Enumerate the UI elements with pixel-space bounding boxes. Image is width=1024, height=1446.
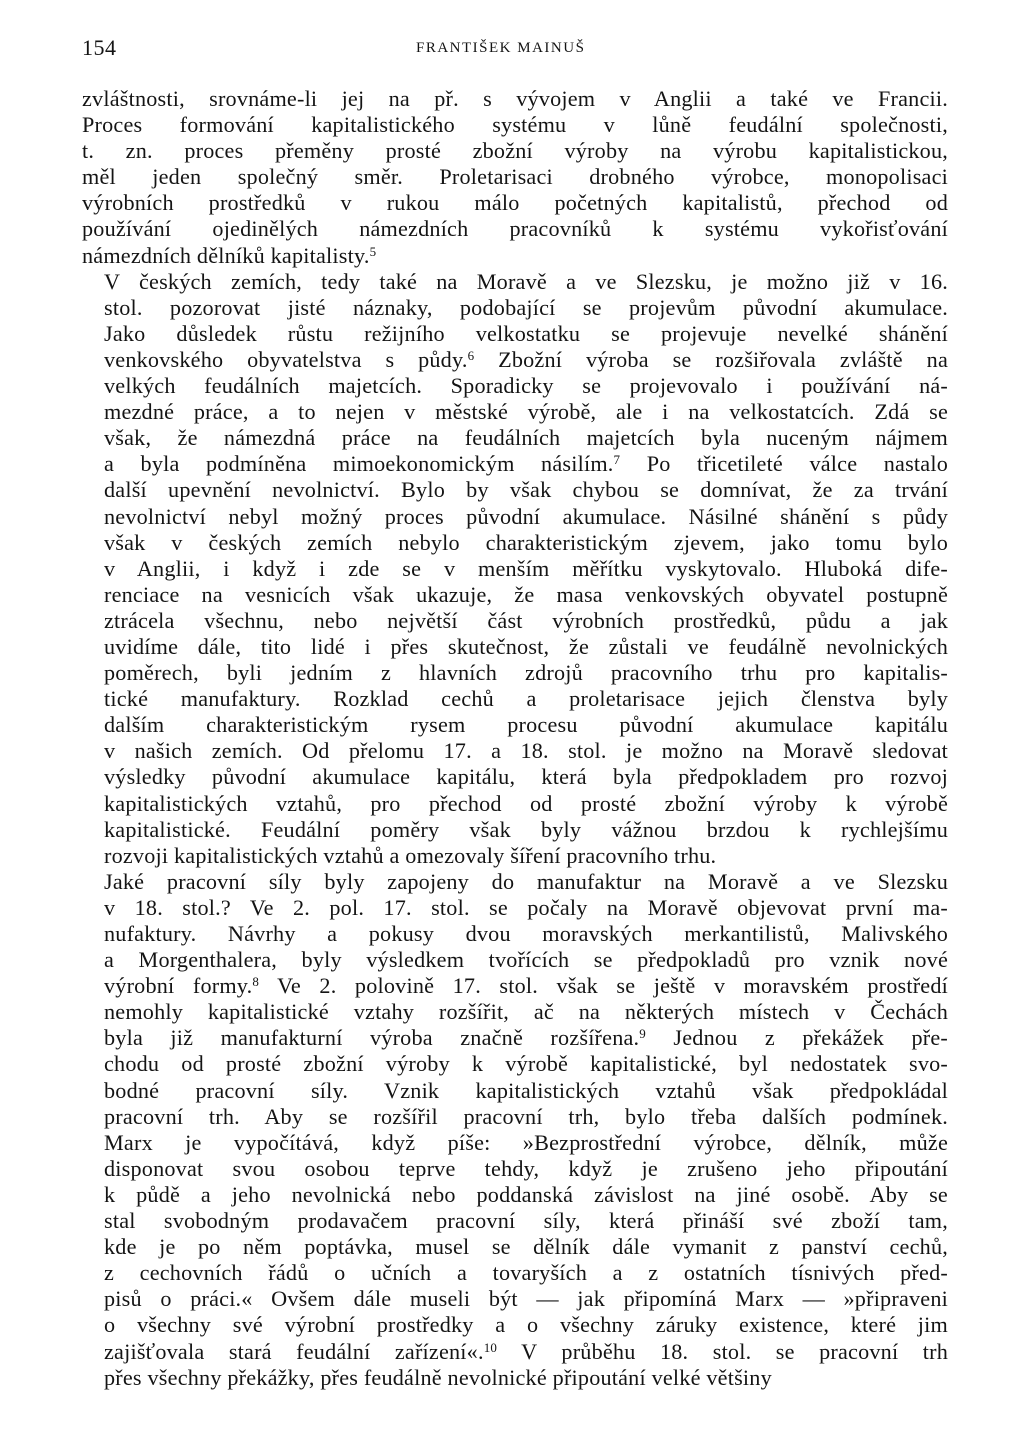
text-line: mezdné práce, a to nejen v městské výrobě, ale i na velkostatcích. Zdá se bbox=[104, 399, 948, 425]
text-line: venkovského obyvatelstva s půdy.$^6$ Zbožní výroba se rozšiřovala zvláště na bbox=[104, 346, 948, 372]
text-line: výrobní formy.$^8$ Ve 2. polovině 17. stol. však se ještě v moravském prostředí bbox=[104, 973, 948, 999]
footnote-ref: 9 bbox=[639, 1026, 646, 1042]
text-line: stol. pozorovat jisté náznaky, podobající se projevům původní akumulace. bbox=[104, 294, 948, 320]
text-line: kde je po něm poptávka, musel se dělník dále vymanit z panství cechů, bbox=[104, 1234, 948, 1260]
text-line: Jako důsledek růstu režijního velkostatku se projevuje nevelké shánění bbox=[104, 320, 948, 346]
text-line: velkých feudálních majetcích. Sporadicky se projevovalo i používání ná- bbox=[104, 373, 948, 399]
text-line: nevolnictví nebyl možný proces původní akumulace. Násilné shánění s půdy bbox=[104, 503, 948, 529]
text-line: Marx je vypočítává, když píše: »Bezprostřední výrobce, dělník, může bbox=[104, 1129, 948, 1155]
text-line: disponovat svou osobou teprve tehdy, když je zrušeno jeho připoutání bbox=[104, 1155, 948, 1181]
text-line: kapitalistických vztahů, pro přechod od prosté zbožní výroby k výrobě bbox=[104, 790, 948, 816]
text-line: pracovní trh. Aby se rozšířil pracovní trh, bylo třeba dalších podmínek. bbox=[104, 1103, 948, 1129]
footnote-ref: 5 bbox=[369, 243, 377, 259]
text-line: o všechny své výrobní prostředky a o všechny záruky existence, které jim bbox=[104, 1312, 948, 1338]
text-line: stal svobodným prodavačem pracovní síly, která přináší své zboží tam, bbox=[104, 1208, 948, 1234]
text-line: v 18. stol.? Ve 2. pol. 17. stol. se počaly na Moravě objevovat první ma- bbox=[104, 894, 948, 920]
text-line: výsledky původní akumulace kapitálu, která byla předpokladem pro rozvoj bbox=[104, 764, 948, 790]
text-line: a byla podmíněna mimoekonomickým násilím.$^7$ Po třicetileté válce nastalo bbox=[104, 451, 948, 477]
text-line: Jaké pracovní síly byly zapojeny do manufaktur na Moravě a ve Slezsku bbox=[104, 868, 948, 894]
text-line: nemohly kapitalistické vztahy rozšířit, ač na některých místech v Čechách bbox=[104, 999, 948, 1025]
text-line: chodu od prosté zbožní výroby k výrobě kapitalistické, byl nedostatek svo- bbox=[104, 1051, 948, 1077]
text-line: měl jeden společný směr. Proletarisaci drobného výrobce, monopolisaci bbox=[82, 164, 948, 190]
footnote-ref: 6 bbox=[467, 347, 475, 363]
paragraph bbox=[82, 869, 948, 1391]
text-line: byla již manufakturní výroba značně rozšířena.$^9$ Jednou z překážek pře- bbox=[104, 1025, 948, 1051]
text-line: poměrech, byli jedním z hlavních zdrojů pracovního trhu pro kapitalis- bbox=[104, 660, 948, 686]
footnote-ref: 7 bbox=[613, 452, 621, 468]
body-text bbox=[82, 86, 948, 1391]
text-line: renciace na vesnicích však ukazuje, že masa venkovských obyvatel postupně bbox=[104, 581, 948, 607]
text-line: z cechovních řádů o učních a tovaryších a z ostatních tísnivých před- bbox=[104, 1260, 948, 1286]
text-line: však v českých zemích nebylo charakteristickým zjevem, jako tomu bylo bbox=[104, 529, 948, 555]
text-line: k půdě a jeho nevolnická nebo poddanská závislost na jiné osobě. Aby se bbox=[104, 1181, 948, 1207]
text-line: však, že námezdná práce na feudálních majetcích byla nuceným nájmem bbox=[104, 425, 948, 451]
text-line: nufaktury. Návrhy a pokusy dvou moravských merkantilistů, Malivského bbox=[104, 921, 948, 946]
paragraph bbox=[82, 269, 948, 869]
paragraph bbox=[82, 86, 948, 269]
footnote-ref: 8 bbox=[252, 974, 260, 990]
text-line: v Anglii, i když i zde se v menším měřítku vyskytovalo. Hluboká dife- bbox=[104, 555, 948, 581]
running-head: FRANTIŠEK MAINUŠ bbox=[416, 40, 586, 56]
text-line: uvidíme dále, tito lidé i přes skutečnost, že zůstali ve feudálně nevolnických bbox=[104, 633, 948, 659]
text-line: a Morgenthalera, byly výsledkem tvořících se předpokladů pro vznik nové bbox=[104, 947, 948, 973]
text-line: pisů o práci.« Ovšem dále museli být — jak připomíná Marx — »připraveni bbox=[104, 1286, 948, 1312]
text-line: výrobních prostředků v rukou málo početných kapitalistů, přechod od bbox=[82, 190, 948, 216]
text-line: zvláštnosti, srovnáme-li jej na př. s vývojem v Anglii a také ve Francii. bbox=[82, 86, 948, 111]
text-line: dalším charakteristickým rysem procesu původní akumulace kapitálu bbox=[104, 712, 948, 738]
text-line: bodné pracovní síly. Vznik kapitalistických vztahů však předpokládal bbox=[104, 1077, 948, 1103]
text-line: rozvoji kapitalistických vztahů a omezovaly šíření pracovního trhu. bbox=[104, 842, 717, 868]
footnote-ref: 10 bbox=[483, 1339, 498, 1355]
text-line: přes všechny překážky, přes feudálně nevolnické připoutání velké většiny bbox=[104, 1364, 772, 1390]
text-line: v našich zemích. Od přelomu 17. a 18. stol. je možno na Moravě sledovat bbox=[104, 738, 948, 764]
text-line: používání ojedinělých námezdních pracovníků k systému vykořisťování bbox=[82, 216, 948, 242]
text-line: další upevnění nevolnictví. Bylo by však chybou se domnívat, že za trvání bbox=[104, 477, 948, 503]
text-line: tické manufaktury. Rozklad cechů a proletarisace jejich členstva byly bbox=[104, 686, 948, 712]
text-line: ztrácela všechnu, nebo největší část výrobních prostředků, půdu a jak bbox=[104, 607, 948, 633]
page-number: 154 bbox=[82, 35, 117, 60]
text-line: Proces formování kapitalistického systému v lůně feudální společnosti, bbox=[82, 112, 948, 138]
text-line: námezdních dělníků kapitalisty.$^5$ bbox=[82, 242, 377, 268]
text-line: t. zn. proces přeměny prosté zbožní výroby na výrobu kapitalistickou, bbox=[82, 138, 948, 164]
text-line: zajišťovala stará feudální zařízení«.$^{10}$ V průběhu 18. stol. se pracovní trh bbox=[104, 1338, 948, 1364]
text-line: V českých zemích, tedy také na Moravě a ve Slezsku, je možno již v 16. bbox=[104, 268, 948, 294]
text-line: kapitalistické. Feudální poměry však byly vážnou brzdou k rychlejšímu bbox=[104, 816, 948, 842]
